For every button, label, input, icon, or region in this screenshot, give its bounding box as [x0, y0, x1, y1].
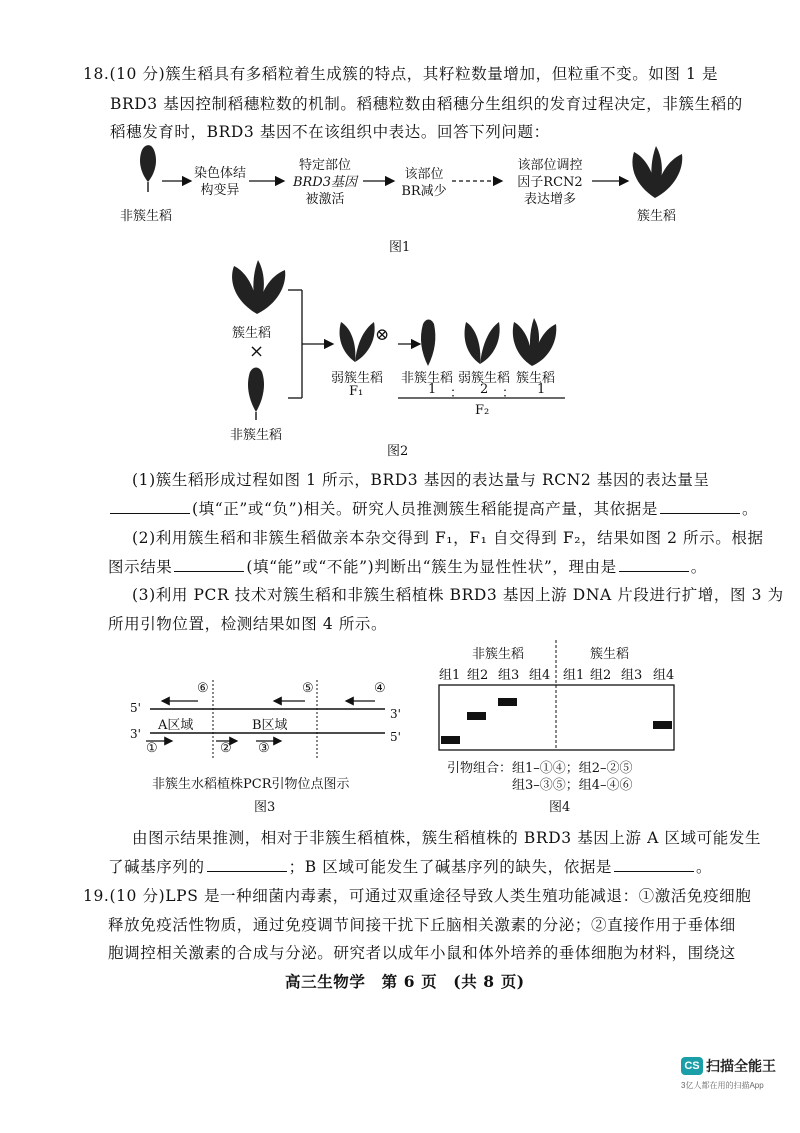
- p4-line-b-end: 。: [696, 858, 713, 876]
- fig3-bottom-right-end: 5': [390, 730, 401, 744]
- fig4-lane-label: 组3: [621, 668, 643, 683]
- fig2-f1: F₁: [349, 384, 364, 399]
- p1-line-b-text: (填“正”或“负”)相关。研究人员推测簇生稻能提高产量，其依据是: [192, 500, 658, 518]
- fig1-step1-l1: 染色体结: [193, 166, 246, 181]
- fig1-step1-l2: 构变异: [200, 183, 240, 198]
- fig2-f1-label: 弱簇生稻: [331, 371, 384, 386]
- fig3-top-left-end: 5': [130, 701, 141, 715]
- fig1-step4-l3: 表达增多: [523, 192, 576, 207]
- p4-blank-1[interactable]: [207, 857, 287, 872]
- fig2-caption: 图2: [387, 444, 409, 459]
- p4-line-b-start: 了碱基序列的: [108, 858, 205, 876]
- fig4-lane-label: 组4: [529, 668, 551, 683]
- fig4-legend-line1: 组1–①④；组2–②⑤: [512, 761, 633, 776]
- fig4-lane-label: 组1: [563, 668, 585, 683]
- fig1-start-label: 非簇生稻: [120, 209, 173, 224]
- fig2-f2: F₂: [475, 403, 490, 418]
- fig4-legend-label: 引物组合：: [447, 761, 513, 776]
- fig2-f2-type-1: 非簇生稻: [401, 371, 454, 386]
- fig3-primer-3: ③: [258, 741, 270, 756]
- fig3-region-b: B区域: [252, 718, 288, 733]
- fig3-bottom-left-end: 3': [130, 727, 141, 741]
- fig3-caption: 图3: [254, 800, 276, 815]
- fig4-lane-label: 组4: [653, 668, 675, 683]
- fig3-primer-2: ②: [220, 741, 232, 756]
- page-footer: 高三生物学 第 6 页 (共 8 页): [285, 972, 525, 991]
- fig2-f2-type-2: 弱簇生稻: [458, 371, 511, 386]
- fig1-end-label: 簇生稻: [637, 209, 677, 224]
- q19-line3: 胞调控相关激素的合成与分泌。研究者以成年小鼠和体外培养的垂体细胞为材料，围绕这: [108, 944, 736, 962]
- q19-line2: 释放免疫活性物质，通过免疫调节间接干扰下丘脑相关激素的分泌；②直接作用于垂体细: [108, 916, 736, 934]
- fig4-lane-label: 组2: [467, 668, 489, 683]
- fig2-ratio-3: 1: [537, 382, 546, 397]
- fig1-step4-l1: 该部位调控: [517, 158, 583, 173]
- fig2-ratio-1: 1: [428, 382, 437, 397]
- p3-line-a: (3)利用 PCR 技术对簇生稻和非簇生稻植株 BRD3 基因上游 DNA 片段进行扩增，图 3 为: [132, 586, 784, 604]
- fig1-step3-l2: BR减少: [401, 184, 447, 199]
- fig4-lane-label: 组3: [498, 668, 520, 683]
- fig4-band-left-group2: [467, 712, 486, 720]
- q18-line2: BRD3 基因控制稻穗粒数的机制。稻穗粒数由稻穗分生组织的发育过程决定，非簇生稻的: [110, 95, 743, 113]
- fig2-cross-symbol: ×: [249, 341, 265, 362]
- p2-line-a: (2)利用簇生稻和非簇生稻做亲本杂交得到 F₁，F₁ 自交得到 F₂，结果如图 2 所示。根据: [132, 529, 764, 547]
- fig4-band-left-group3: [498, 698, 517, 706]
- scanner-logo-icon: CS: [681, 1057, 703, 1075]
- fig3-primer-5: ⑤: [302, 681, 314, 696]
- p2-line-b-start: 图示结果: [108, 558, 173, 576]
- fig1-step2-l3: 被激活: [305, 192, 345, 207]
- p4-line-a: 由图示结果推测，相对于非簇生稻植株，簇生稻植株的 BRD3 基因上游 A 区域可能发生: [132, 829, 762, 847]
- fig2-ratio-sep-2: ：: [502, 386, 516, 401]
- p3-line-b: 所用引物位置，检测结果如图 4 所示。: [108, 615, 388, 633]
- fig3-top-right-end: 3': [390, 707, 401, 721]
- fig3-primer-6: ⑥: [197, 681, 209, 696]
- p4-line-b: [108, 855, 712, 877]
- fig4-legend-line2: 组3–③⑤；组4–④⑥: [512, 778, 633, 793]
- fig4-lane-label: 组2: [590, 668, 612, 683]
- fig4-lane-label: 组1: [439, 668, 461, 683]
- fig4-left-title: 非簇生稻: [472, 647, 525, 662]
- fig2-f2-type-3: 簇生稻: [516, 371, 556, 386]
- p2-line-b-end: 。: [690, 558, 707, 576]
- p1-line-a: (1)簇生稻形成过程如图 1 所示，BRD3 基因的表达量与 RCN2 基因的表达量呈: [132, 471, 710, 489]
- fig4-band-left-group1: [441, 736, 460, 744]
- scanner-brand-name: 扫描全能王: [706, 1058, 776, 1074]
- q18-line3: 稻穗发育时，BRD3 基因不在该组织中表达。回答下列问题：: [110, 123, 550, 141]
- fig2-parent1-label: 簇生稻: [232, 326, 272, 341]
- fig4-band-right-group4: [653, 721, 672, 729]
- fig4-caption: 图4: [549, 800, 571, 815]
- q18-line1: 18.(10 分)簇生稻具有多稻粒着生成簇的特点，其籽粒数量增加，但粒重不变。如图 1 是: [83, 65, 719, 83]
- p1-line-b-end: 。: [742, 500, 759, 518]
- fig1-step2-l1: 特定部位: [298, 158, 351, 173]
- fig2-ratio-sep-1: ：: [450, 386, 464, 401]
- p4-line-b-text: ；B 区域可能发生了碱基序列的缺失，依据是: [288, 858, 613, 876]
- fig3-primer-1: ①: [146, 741, 158, 756]
- fig2-parent2-label: 非簇生稻: [230, 428, 283, 443]
- fig1-step2-l2: BRD3基因: [292, 175, 358, 190]
- q19-line1: 19.(10 分)LPS 是一种细菌内毒素，可通过双重途径导致人类生殖功能减退：①激活免疫细胞: [83, 887, 752, 905]
- fig2-ratio-2: 2: [480, 382, 489, 397]
- fig1-caption: 图1: [389, 240, 411, 255]
- p4-blank-2[interactable]: [614, 857, 694, 872]
- fig1-step4-l2: 因子RCN2: [517, 175, 583, 190]
- p2-line-b-text: (填“能”或“不能”)判断出“簇生为显性性状”，理由是: [246, 558, 617, 576]
- fig2-selfing-symbol: ⊗: [375, 325, 390, 345]
- fig3-title: 非簇生水稻植株PCR引物位点图示: [152, 777, 350, 792]
- fig3-region-a: A区域: [158, 718, 194, 733]
- fig3-primer-4: ④: [374, 681, 386, 696]
- scanner-tagline: 3亿人都在用的扫描App: [681, 1081, 764, 1090]
- fig1-step3-l1: 该部位: [404, 167, 444, 182]
- fig4-right-title: 簇生稻: [590, 647, 630, 662]
